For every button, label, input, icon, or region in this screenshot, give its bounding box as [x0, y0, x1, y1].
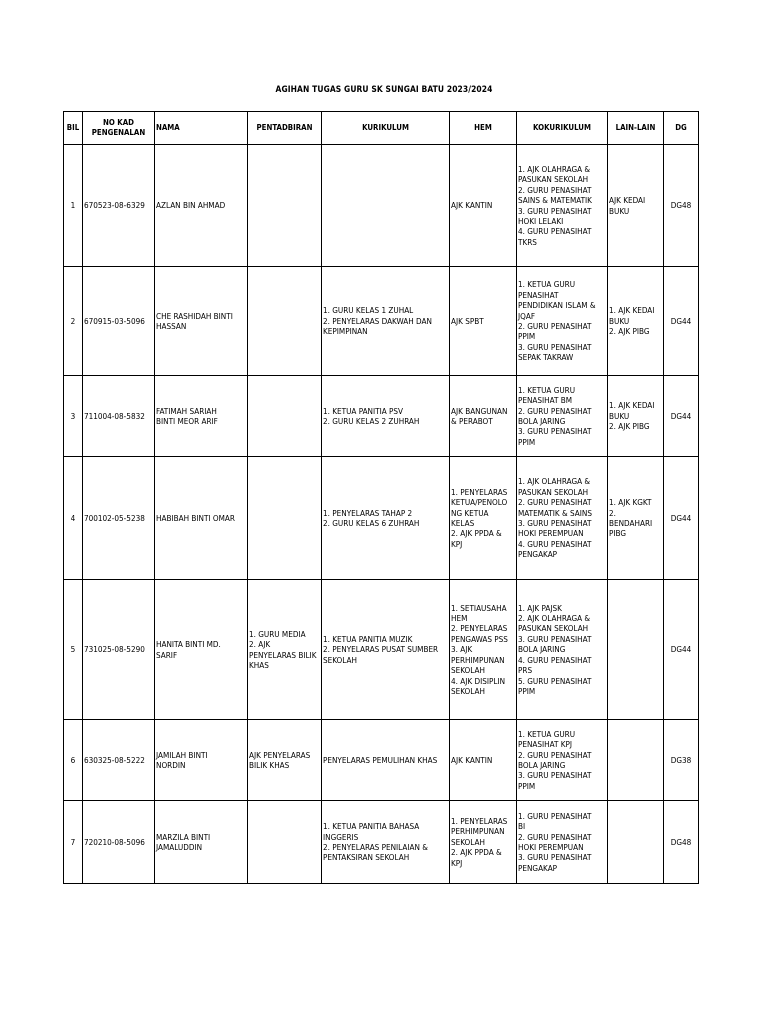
cell-nama-line: MARZILA BINTI: [156, 831, 211, 842]
cell-pentadbiran-line: AJK PENYELARAS: [249, 749, 311, 760]
header-nama: NAMA: [155, 112, 248, 145]
cell-nama-line: AZLAN BIN AHMAD: [156, 200, 226, 211]
cell-dg: DG48: [664, 145, 699, 267]
cell-kokurikulum-line: BI: [518, 821, 526, 832]
cell-no-kad: 720210-08-5096: [83, 801, 155, 884]
cell-lain-lain-line: BUKU: [609, 410, 630, 421]
cell-kurikulum-line: 2. PENYELARAS DAKWAH DAN: [323, 315, 432, 326]
cell-lain-lain: [608, 457, 664, 580]
cell-kokurikulum-line: 3. GURU PENASIHAT: [518, 426, 592, 437]
cell-kokurikulum-line: PPIM: [518, 685, 536, 696]
cell-hem: [450, 376, 517, 457]
cell-hem-line: AJK BANGUNAN: [451, 405, 508, 416]
cell-kurikulum-line: INGGERIS: [323, 831, 359, 842]
cell-dg: DG48: [664, 801, 699, 884]
cell-kurikulum-line: 2. PENYELARAS PENILAIAN &: [323, 842, 428, 852]
table-row: [64, 145, 699, 267]
cell-no-kad: 700102-05-5238: [83, 457, 155, 580]
cell-kokurikulum: [517, 801, 608, 884]
header-dg: DG: [664, 112, 699, 145]
cell-kokurikulum-line: 2. GURU PENASIHAT: [518, 405, 592, 416]
cell-kurikulum-line: 2. PENYELARAS PUSAT SUMBER: [323, 644, 439, 655]
cell-hem: [450, 580, 517, 720]
cell-hem-line: & PERABOT: [451, 416, 493, 426]
cell-hem-line: NG KETUA: [451, 507, 489, 518]
cell-lain-lain: [608, 720, 664, 801]
cell-lain-lain: [608, 267, 664, 376]
cell-kokurikulum-line: SEPAK TAKRAW: [518, 352, 574, 363]
table-row: [64, 720, 699, 801]
cell-hem-line: KPJ: [451, 857, 463, 868]
cell-kokurikulum-line: PENASIHAT: [518, 289, 559, 300]
cell-kokurikulum: [517, 580, 608, 720]
cell-kokurikulum-line: PENASIHAT KPJ: [518, 739, 573, 750]
cell-lain-lain-line: 2. AJK PIBG: [609, 326, 650, 337]
cell-dg: DG44: [664, 580, 699, 720]
cell-nama: [155, 376, 248, 457]
cell-hem: [450, 145, 517, 267]
cell-kurikulum-line: 1. GURU KELAS 1 ZUHAL: [323, 305, 414, 316]
cell-kokurikulum-line: PENGAKAP: [518, 549, 558, 560]
header-hem: HEM: [450, 112, 517, 145]
cell-kokurikulum-line: 3. GURU PENASIHAT: [518, 852, 592, 863]
cell-nama: [155, 267, 248, 376]
cell-kokurikulum-line: 4. GURU PENASIHAT: [518, 226, 592, 237]
table-body: [64, 145, 699, 884]
cell-nama-line: SARIF: [156, 649, 178, 660]
cell-bil: 4: [64, 457, 83, 580]
cell-kokurikulum-line: 2. GURU PENASIHAT: [518, 321, 592, 331]
cell-bil: 7: [64, 801, 83, 884]
cell-kokurikulum-line: HOKI PEREMPUAN: [518, 528, 584, 539]
cell-hem-line: SEKOLAH: [451, 836, 485, 847]
cell-lain-lain-line: 1. AJK KEDAI: [609, 305, 655, 316]
cell-no-kad: 711004-08-5832: [83, 376, 155, 457]
cell-hem-line: HEM: [451, 613, 468, 624]
cell-pentadbiran: [248, 457, 322, 580]
cell-nama-line: CHE RASHIDAH BINTI: [156, 310, 233, 321]
cell-dg: DG38: [664, 720, 699, 801]
cell-lain-lain-line: AJK KEDAI: [609, 195, 646, 206]
table-row: [64, 580, 699, 720]
cell-nama-line: HANITA BINTI MD.: [156, 639, 221, 650]
cell-bil: 2: [64, 267, 83, 376]
cell-kokurikulum-line: 1. KETUA GURU: [518, 279, 576, 290]
cell-kokurikulum: [517, 145, 608, 267]
cell-pentadbiran-line: 1. GURU MEDIA: [249, 628, 306, 639]
cell-nama-line: FATIMAH SARIAH: [156, 405, 217, 416]
cell-kokurikulum-line: PENGAKAP: [518, 862, 558, 873]
cell-hem-line: SEKOLAH: [451, 665, 485, 676]
cell-pentadbiran-line: BILIK KHAS: [249, 760, 290, 770]
cell-nama-line: HABIBAH BINTI OMAR: [156, 512, 235, 523]
cell-kokurikulum-line: HOKI LELAKI: [518, 215, 564, 226]
cell-kokurikulum-line: 4. GURU PENASIHAT: [518, 538, 592, 549]
cell-kokurikulum-line: 2. GURU PENASIHAT: [518, 831, 592, 842]
header-no-kad-line: PENGENALAN: [91, 128, 146, 137]
cell-hem: [450, 457, 517, 580]
cell-kurikulum: [322, 145, 450, 267]
cell-kurikulum: [322, 267, 450, 376]
cell-lain-lain-line: PIBG: [609, 528, 627, 539]
cell-kurikulum-line: 1. KETUA PANITIA BAHASA: [323, 821, 420, 832]
cell-pentadbiran: [248, 580, 322, 720]
cell-nama-line: HASSAN: [156, 321, 187, 331]
cell-no-kad: 670523-08-6329: [83, 145, 155, 267]
cell-kokurikulum-line: 5. GURU PENASIHAT: [518, 675, 592, 686]
cell-kokurikulum-line: TKRS: [518, 236, 537, 247]
cell-kokurikulum: [517, 267, 608, 376]
cell-hem-line: 4. AJK DISIPLIN: [451, 675, 506, 686]
cell-nama: [155, 145, 248, 267]
cell-nama: [155, 580, 248, 720]
cell-kokurikulum-line: PASUKAN SEKOLAH: [518, 174, 589, 185]
cell-hem-line: PERHIMPUNAN: [451, 654, 505, 665]
cell-dg: DG44: [664, 457, 699, 580]
cell-hem-line: KETUA/PENOLO: [451, 497, 508, 508]
cell-hem-line: PERHIMPUNAN: [451, 826, 505, 837]
cell-nama: [155, 801, 248, 884]
header-kurikulum: KURIKULUM: [322, 112, 450, 145]
cell-hem: [450, 267, 517, 376]
cell-nama-line: BINTI MEOR ARIF: [156, 416, 218, 426]
cell-kokurikulum-line: 1. AJK OLAHRAGA &: [518, 476, 591, 487]
cell-hem-line: SEKOLAH: [451, 685, 485, 696]
cell-kokurikulum-line: PRS: [518, 665, 533, 676]
cell-kurikulum-line: PENYELARAS PEMULIHAN KHAS: [323, 754, 438, 765]
cell-pentadbiran-line: 2. AJK: [249, 639, 271, 650]
table-row: [64, 801, 699, 884]
cell-hem-line: 2. AJK PPDA &: [451, 847, 502, 858]
cell-kurikulum: [322, 376, 450, 457]
cell-nama: [155, 457, 248, 580]
cell-pentadbiran: [248, 720, 322, 801]
cell-kokurikulum-line: PENDIDIKAN ISLAM &: [518, 300, 596, 311]
cell-kurikulum-line: 2. GURU KELAS 6 ZUHRAH: [323, 518, 420, 528]
cell-bil: 3: [64, 376, 83, 457]
header-no-kad: [83, 112, 155, 145]
cell-hem-line: 1. PENYELARAS: [451, 486, 508, 497]
cell-kokurikulum-line: PASUKAN SEKOLAH: [518, 486, 589, 497]
cell-kokurikulum-line: 1. GURU PENASIHAT: [518, 810, 592, 821]
table-row: [64, 267, 699, 376]
header-bil: BIL: [64, 112, 83, 145]
cell-kokurikulum-line: PPIM: [518, 436, 536, 447]
cell-bil: 6: [64, 720, 83, 801]
cell-kokurikulum-line: 2. AJK OLAHRAGA &: [518, 613, 591, 624]
cell-hem-line: AJK KANTIN: [451, 754, 493, 765]
cell-kurikulum: [322, 720, 450, 801]
cell-bil: 5: [64, 580, 83, 720]
cell-kokurikulum: [517, 376, 608, 457]
cell-no-kad: 670915-03-5096: [83, 267, 155, 376]
cell-lain-lain: [608, 580, 664, 720]
cell-no-kad: 731025-08-5290: [83, 580, 155, 720]
cell-kokurikulum-line: PPIM: [518, 331, 536, 342]
cell-kokurikulum-line: 4. GURU PENASIHAT: [518, 654, 592, 665]
table-row: [64, 457, 699, 580]
cell-kokurikulum-line: 1. AJK PAJSK: [518, 602, 562, 613]
teacher-duty-table: [63, 111, 699, 884]
cell-kokurikulum-line: 3. GURU PENASIHAT: [518, 518, 592, 528]
cell-kurikulum-line: SEKOLAH: [323, 654, 357, 665]
cell-lain-lain: [608, 145, 664, 267]
cell-hem-line: AJK SPBT: [451, 315, 484, 326]
cell-hem-line: KELAS: [451, 518, 475, 528]
cell-kurikulum-line: PENTAKSIRAN SEKOLAH: [323, 852, 410, 863]
cell-lain-lain-line: 2.: [609, 507, 616, 518]
cell-kurikulum-line: 1. KETUA PANITIA MUZIK: [323, 633, 413, 644]
cell-kokurikulum-line: 3. GURU PENASIHAT: [518, 341, 592, 352]
cell-nama: [155, 720, 248, 801]
cell-kokurikulum-line: PPIM: [518, 780, 536, 791]
cell-hem-line: 2. PENYELARAS: [451, 623, 508, 634]
cell-hem-line: 1. PENYELARAS: [451, 815, 508, 826]
cell-kokurikulum-line: 1. AJK OLAHRAGA &: [518, 163, 591, 174]
cell-lain-lain-line: BUKU: [609, 315, 630, 326]
cell-pentadbiran-line: KHAS: [249, 659, 269, 670]
cell-pentadbiran: [248, 801, 322, 884]
cell-kokurikulum-line: PENASIHAT BM: [518, 395, 573, 406]
cell-kurikulum-line: KEPIMPINAN: [323, 326, 368, 337]
table-row: [64, 376, 699, 457]
cell-pentadbiran: [248, 267, 322, 376]
cell-kokurikulum-line: HOKI PEREMPUAN: [518, 842, 584, 852]
header-no-kad-line: NO KAD: [103, 117, 134, 127]
cell-hem-line: AJK KANTIN: [451, 200, 493, 211]
cell-no-kad: 630325-08-5222: [83, 720, 155, 801]
cell-dg: DG44: [664, 376, 699, 457]
cell-hem-line: PENGAWAS PSS: [451, 633, 508, 644]
cell-kokurikulum-line: MATEMATIK & SAINS: [518, 507, 592, 518]
cell-kokurikulum-line: BOLA JARING: [518, 416, 566, 426]
cell-bil: 1: [64, 145, 83, 267]
cell-hem-line: 3. AJK: [451, 644, 473, 655]
cell-kokurikulum-line: SAINS & MATEMATIK: [518, 195, 592, 206]
cell-kokurikulum-line: 2. GURU PENASIHAT: [518, 497, 592, 508]
cell-kokurikulum-line: BOLA JARING: [518, 760, 566, 770]
cell-kokurikulum-line: PASUKAN SEKOLAH: [518, 623, 589, 634]
cell-lain-lain: [608, 376, 664, 457]
cell-hem: [450, 720, 517, 801]
cell-hem: [450, 801, 517, 884]
cell-nama-line: NORDIN: [156, 760, 186, 770]
cell-lain-lain-line: 1. AJK KGKT: [609, 497, 652, 508]
cell-kokurikulum-line: 3. GURU PENASIHAT: [518, 205, 592, 216]
cell-lain-lain-line: 2. AJK PIBG: [609, 421, 650, 432]
cell-kokurikulum-line: 1. KETUA GURU: [518, 384, 576, 395]
cell-lain-lain: [608, 801, 664, 884]
cell-kokurikulum-line: JQAF: [518, 310, 536, 321]
cell-kokurikulum-line: 2. GURU PENASIHAT: [518, 184, 592, 195]
cell-kokurikulum-line: 3. GURU PENASIHAT: [518, 633, 592, 644]
header-kokurikulum: KOKURIKULUM: [517, 112, 608, 145]
cell-lain-lain-line: 1. AJK KEDAI: [609, 400, 655, 411]
cell-kokurikulum: [517, 457, 608, 580]
table-header-row: [64, 112, 699, 145]
cell-hem-line: 2. AJK PPDA &: [451, 528, 502, 539]
cell-kurikulum: [322, 457, 450, 580]
cell-lain-lain-line: BENDAHARI: [609, 518, 653, 528]
cell-lain-lain-line: BUKU: [609, 205, 630, 216]
cell-hem-line: 1. SETIAUSAHA: [451, 602, 507, 613]
cell-hem-line: KPJ: [451, 538, 463, 549]
cell-pentadbiran: [248, 145, 322, 267]
cell-kokurikulum: [517, 720, 608, 801]
cell-kurikulum: [322, 801, 450, 884]
header-pentadbiran: PENTADBIRAN: [248, 112, 322, 145]
cell-pentadbiran-line: PENYELARAS BILIK: [249, 649, 317, 660]
cell-kokurikulum-line: 1. KETUA GURU: [518, 728, 576, 739]
cell-pentadbiran: [248, 376, 322, 457]
document-title: AGIHAN TUGAS GURU SK SUNGAI BATU 2023/2024: [275, 84, 493, 94]
cell-kurikulum: [322, 580, 450, 720]
cell-kokurikulum-line: 2. GURU PENASIHAT: [518, 749, 592, 760]
cell-nama-line: JAMALUDDIN: [156, 842, 203, 852]
cell-kurikulum-line: 2. GURU KELAS 2 ZUHRAH: [323, 416, 420, 426]
cell-kurikulum-line: 1. PENYELARAS TAHAP 2: [323, 507, 413, 518]
cell-kurikulum-line: 1. KETUA PANITIA PSV: [323, 405, 404, 416]
cell-kokurikulum-line: BOLA JARING: [518, 644, 566, 655]
cell-kokurikulum-line: 3. GURU PENASIHAT: [518, 770, 592, 781]
cell-nama-line: JAMILAH BINTI: [156, 749, 208, 760]
cell-dg: DG44: [664, 267, 699, 376]
header-lain-lain: LAIN-LAIN: [608, 112, 664, 145]
